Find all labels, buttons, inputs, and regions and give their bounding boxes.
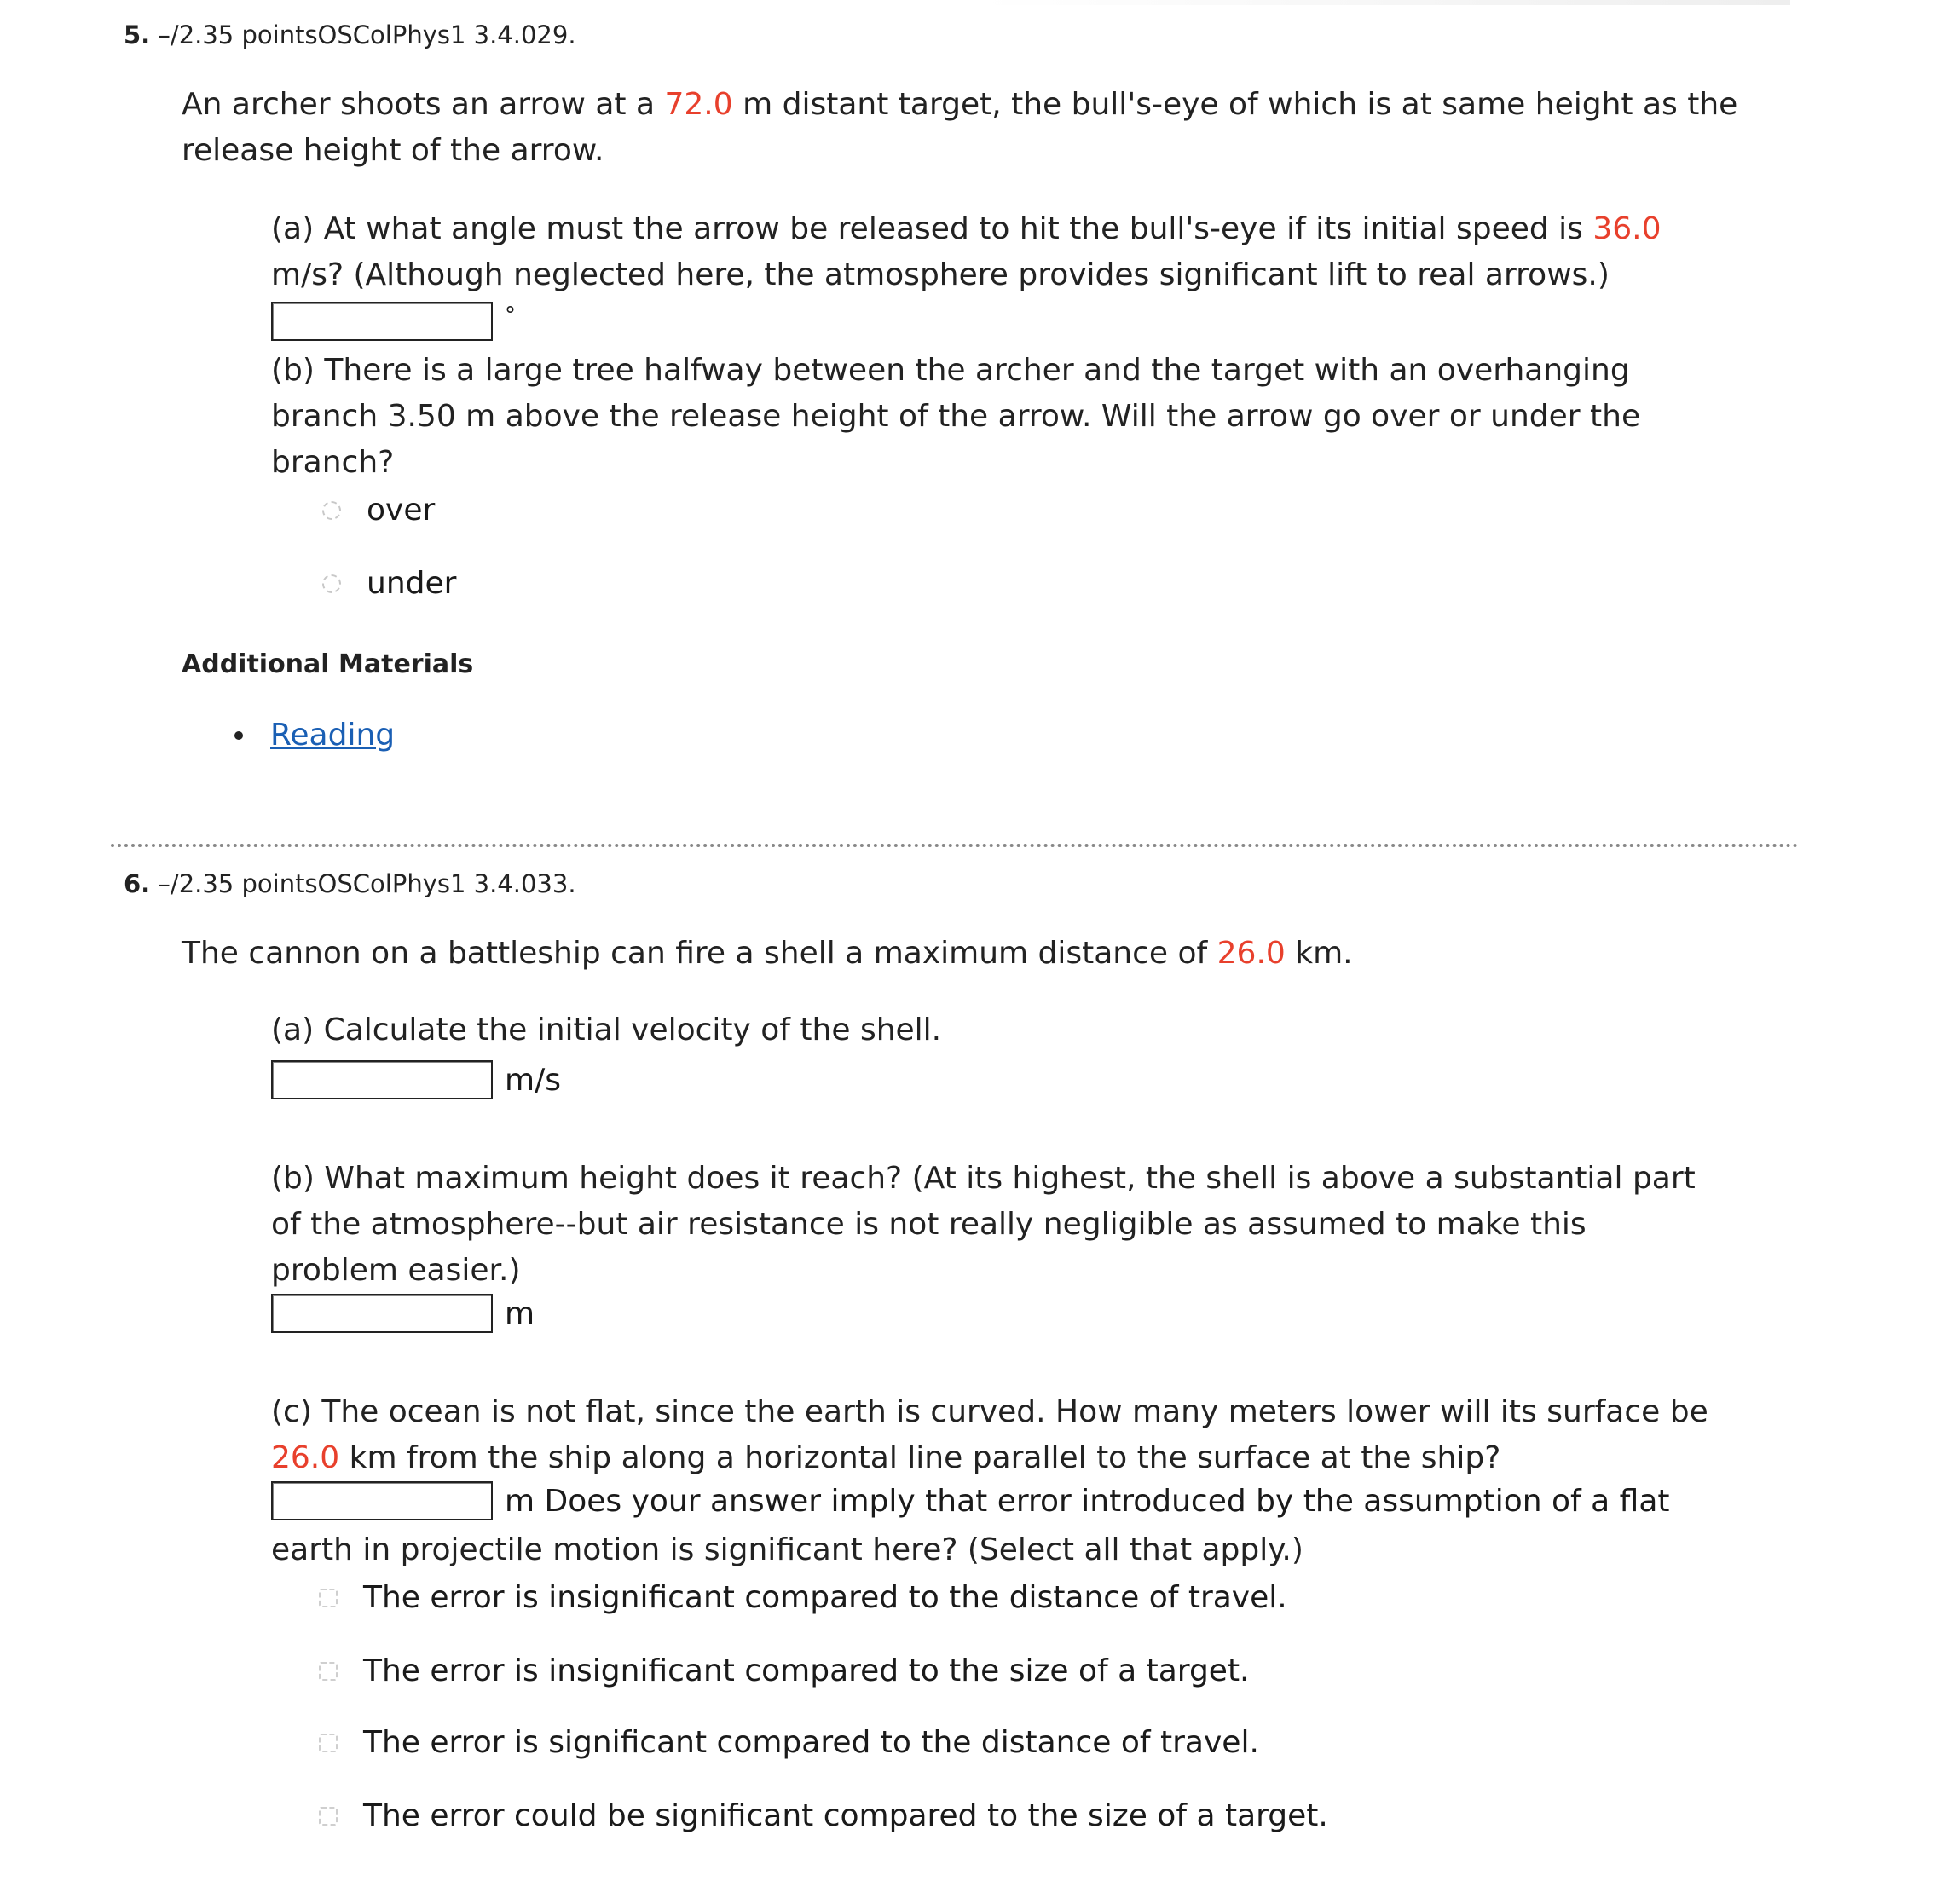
question-6-header <box>124 869 576 898</box>
option-over[interactable] <box>322 493 435 528</box>
bullet-icon <box>234 731 243 740</box>
option-under[interactable] <box>322 566 456 601</box>
curvature-input[interactable] <box>271 1481 493 1520</box>
velocity-unit: m/s <box>505 1062 561 1098</box>
option-label: The error is significant compared to the distance of travel. <box>363 1725 1259 1760</box>
additional-materials-heading: Additional Materials <box>182 649 474 679</box>
question-6-part-c-text: (c) The ocean is not flat, since the earth is curved. How many meters lower will its surface be 26.0 km from the ship along a horizontal line parallel to the surface at the ship? <box>271 1394 1708 1475</box>
question-5-intro: An archer shoots an arrow at a 72.0 m distant target, the bull's-eye of which is at same height as the release height of the arrow. <box>182 87 1738 168</box>
checkbox-option-2[interactable] <box>319 1653 1250 1688</box>
height-answer-row <box>271 1294 535 1333</box>
question-5-part-b-text: (b) There is a large tree halfway between the archer and the target with an overhanging branch 3.50 m above the release height of the arrow. Will the arrow go over or under the branch? <box>271 353 1641 480</box>
option-label: under <box>367 566 457 601</box>
option-label: over <box>367 493 436 528</box>
option-label: The error is insignificant compared to the size of a target. <box>363 1653 1250 1688</box>
checkbox[interactable] <box>319 1807 338 1826</box>
question-divider <box>111 844 1799 847</box>
radio-button[interactable] <box>322 574 341 593</box>
question-5-part-a-text: (a) At what angle must the arrow be released to hit the bull's-eye if its initial speed is 36.0 m/s? (Although neglected here, the atmosphere provides significant lift to real arrows.) <box>271 211 1662 292</box>
question-6-part-b-text: (b) What maximum height does it reach? (At its highest, the shell is above a substantial part of the atmosphere--but air resistance is not really negligible as assumed to make this problem easier.) <box>271 1161 1696 1288</box>
option-label: The error could be significant compared to the size of a target. <box>363 1798 1328 1833</box>
velocity-input[interactable] <box>271 1060 493 1099</box>
question-5-header <box>124 20 576 49</box>
reading-list-item <box>234 718 395 753</box>
question-6-intro: The cannon on a battleship can fire a shell a maximum distance of 26.0 km. <box>182 936 1353 971</box>
height-input[interactable] <box>271 1294 493 1333</box>
velocity-answer-row <box>271 1060 561 1099</box>
checkbox-option-3[interactable] <box>319 1725 1259 1760</box>
angle-input[interactable] <box>271 302 493 341</box>
top-edge-shadow <box>980 0 1790 5</box>
checkbox-option-1[interactable] <box>319 1580 1287 1615</box>
question-number: 5. <box>124 20 151 49</box>
question-number: 6. <box>124 869 151 898</box>
height-unit: m <box>505 1295 535 1331</box>
checkbox-option-4[interactable] <box>319 1798 1328 1833</box>
max-distance-value: 26.0 <box>1217 936 1286 971</box>
curvature-unit-text: m Does your answer imply that error introduced by the assumption of a flat <box>505 1483 1670 1519</box>
curvature-answer-row <box>271 1481 1670 1520</box>
distance-value: 72.0 <box>664 87 733 122</box>
radio-button[interactable] <box>322 501 341 520</box>
curvature-distance-value: 26.0 <box>271 1440 340 1475</box>
option-label: The error is insignificant compared to the distance of travel. <box>363 1580 1287 1615</box>
checkbox[interactable] <box>319 1734 338 1752</box>
reading-link[interactable]: Reading <box>270 718 396 753</box>
checkbox[interactable] <box>319 1589 338 1607</box>
question-points: –/2.35 pointsOSColPhys1 3.4.033. <box>158 869 576 898</box>
degree-unit: ° <box>505 303 516 328</box>
question-6-part-a-text: (a) Calculate the initial velocity of the shell. <box>271 1013 942 1047</box>
angle-answer-row <box>271 302 516 341</box>
question-6-part-c-followup: earth in projectile motion is significant here? (Select all that apply.) <box>271 1532 1303 1567</box>
question-points: –/2.35 pointsOSColPhys1 3.4.029. <box>158 20 576 49</box>
speed-value: 36.0 <box>1592 211 1662 246</box>
checkbox[interactable] <box>319 1662 338 1681</box>
